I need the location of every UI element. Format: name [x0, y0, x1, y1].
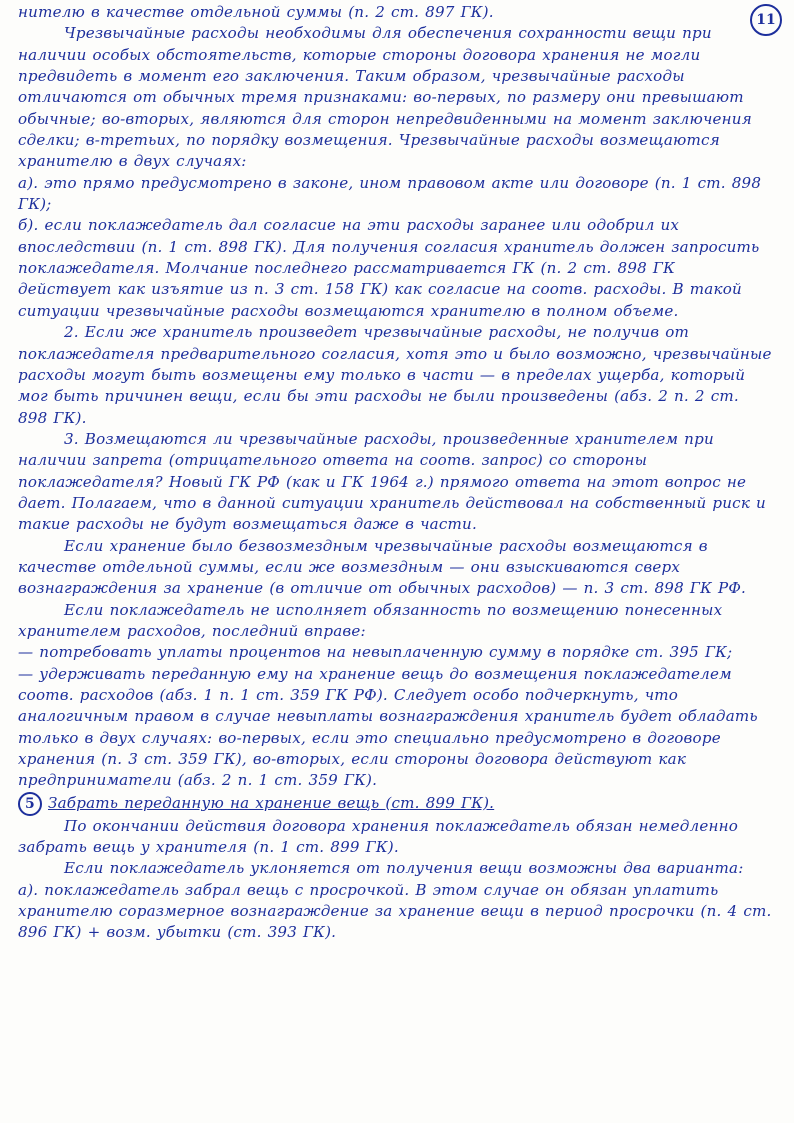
paragraph-evasion: Если поклажедатель уклоняется от получения вещи возможны два варианта:	[64, 859, 744, 878]
paragraph-failure-to-reimburse: Если поклажедатель не исполняет обязанность по возмещению понесенных хранителем расходов, последний вправе:	[18, 600, 723, 640]
section-number-badge: 5	[18, 792, 42, 816]
dash-item-interest: — потребовать уплаты процентов на невыплаченную сумму в порядке ст. 395 ГК;	[18, 643, 733, 662]
paragraph-extraordinary-expenses: Чрезвычайные расходы необходимы для обеспечения сохранности вещи при наличии особых обстоятельств, которые стороны договора хранения не могли предвидеть в момент его заключения. Таким образом, чрезвычайные расходы отличаются от обычных тремя признаками: во-первых, по размеру они превышают обычные; во-вторых, являются для сторон непредвиденными на момент заключения сделки; в-третьих, по порядку возмещения. Чрезвычайные расходы возмещаются хранителю в двух случаях:	[18, 24, 752, 171]
paragraph-continuation: нителю в качестве отдельной суммы (п. 2 ст. 897 ГК).	[18, 3, 494, 21]
paragraph-point-3: 3. Возмещаются ли чрезвычайные расходы, произведенные хранителем при наличии запрета (отрицательного ответа на соотв. запрос) со стороны поклажедателя? Новый ГК РФ (как и ГК 1964 г.) прямого ответа на этот вопрос не дает. Полагаем, что в данной ситуации хранитель действовал на собственный риск и такие расходы не будут возмещаться даже в части.	[18, 429, 766, 534]
paragraph-gratuitous-storage: Если хранение было безвозмездным чрезвычайные расходы возмещаются в качестве отдельной суммы, если же возмездным — они взыскиваются сверх вознаграждения за хранение (в отличие от обычных расходов) — п. 3 ст. 898 ГК РФ.	[18, 536, 747, 598]
paragraph-end-of-contract: По окончании действия договора хранения поклажедатель обязан немедленно забрать вещь у хранителя (п. 1 ст. 899 ГК).	[18, 816, 739, 857]
paragraph-point-2: 2. Если же хранитель произведет чрезвычайные расходы, не получив от поклажедателя предварительного согласия, хотя это и было возможно, чрезвычайные расходы могут быть возмещены ему только в части — в пределах ущерба, который мог быть причинен вещи, если бы эти расходы не были произведены (абз. 2 п. 2 ст. 898 ГК).	[18, 323, 772, 427]
list-item-b: б). если поклажедатель дал согласие на эти расходы заранее или одобрил их впоследствии (п. 1 ст. 898 ГК). Для получения согласия хранитель должен запросить поклажедателя. Молчание последнего рассматривается ГК (п. 2 ст. 898 ГК действует как изъятие из п. 3 ст. 158 ГК) как согласие на соотв. расходы. В такой ситуации чрезвычайные расходы возмещаются хранителю в полном объеме.	[18, 216, 760, 320]
section-heading: Забрать переданную на хранение вещь (ст. 899 ГК).	[48, 793, 495, 812]
list-item-late-pickup: а). поклажедатель забрал вещь с просрочкой. В этом случае он обязан уплатить хранителю соразмерное вознаграждение за хранение вещи в период просрочки (п. 4 ст. 896 ГК) + возм. убытки (ст. 393 ГК).	[18, 880, 772, 942]
page-number: 11	[750, 4, 782, 36]
dash-item-retention: — удерживать переданную ему на хранение вещь до возмещения поклажедателем соотв. расходов (абз. 1 п. 1 ст. 359 ГК РФ). Следует особо подчеркнуть, что аналогичным правом в случае невыплаты вознаграждения хранитель будет обладать только в двух случаях: во-первых, если это специально предусмотрено в договоре хранения (п. 3 ст. 359 ГК), во-вторых, если стороны договора действуют как предприниматели (абз. 2 п. 1 ст. 359 ГК).	[18, 664, 758, 790]
list-item-a: а). это прямо предусмотрено в законе, ином правовом акте или договоре (п. 1 ст. 898 ГК);	[18, 173, 762, 214]
